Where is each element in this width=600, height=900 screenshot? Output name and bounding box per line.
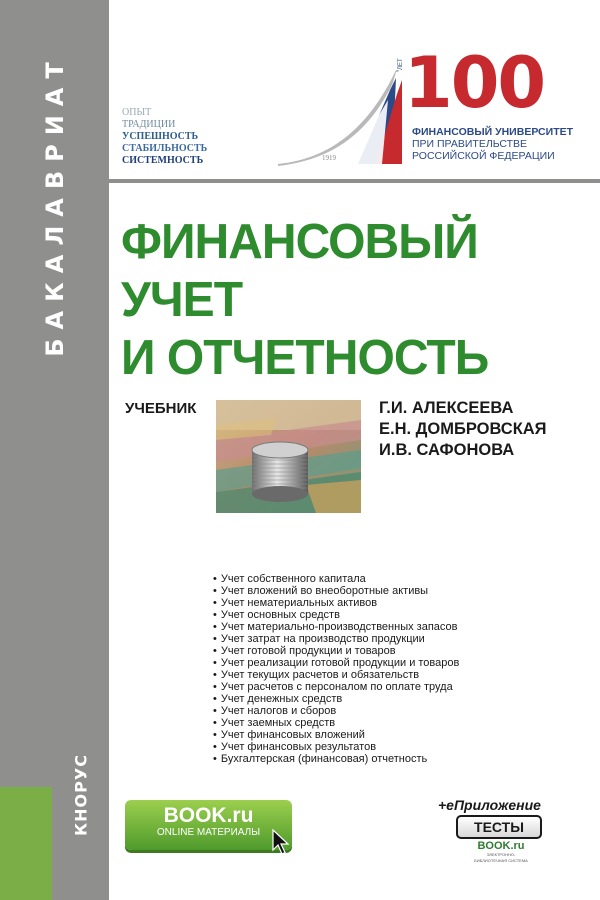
publisher-label: КНОРУС (71, 754, 91, 836)
logo-100: 100 (404, 42, 545, 124)
logo-year: 1919 (322, 154, 336, 162)
tagline-line: УСПЕШНОСТЬ (122, 131, 199, 142)
series-label: БАКАЛАВРИАТ (41, 53, 69, 357)
author: И.В. САФОНОВА (379, 441, 515, 459)
tagline-line: ОПЫТ (122, 107, 152, 118)
spine-green-block (0, 787, 52, 900)
eapp-book-sublabel: ЭЛЕКТРОННО-БИБЛИОТЕЧНАЯ СИСТЕМА (474, 852, 528, 863)
list-item: • Учет заемных средств (213, 717, 459, 729)
list-item: • Учет налогов и сборов (213, 705, 459, 717)
mouse-cursor-icon (271, 828, 291, 856)
tagline-line: СТАБИЛЬНОСТЬ (122, 143, 208, 154)
book-ru-sublabel: ONLINE МАТЕРИАЛЫ (156, 827, 261, 838)
list-item: • Учет текущих расчетов и обязательств (213, 669, 459, 681)
eapp-book-label: BOOK.ru (477, 840, 525, 852)
eapp-book-logo (471, 840, 531, 862)
authors (379, 398, 547, 461)
list-item: • Учет материально-производственных запасов (213, 621, 459, 633)
list-item: • Учет расчетов с персоналом по оплате труда (213, 681, 459, 693)
list-item: • Учет финансовых вложений (213, 729, 459, 741)
spine-series (0, 0, 109, 560)
book-title-line: И ОТЧЕТНОСТЬ (121, 331, 489, 385)
list-item: • Учет вложений во внеоборотные активы (213, 585, 459, 597)
list-item: • Учет финансовых результатов (213, 741, 459, 753)
university-name-line: ПРИ ПРАВИТЕЛЬСТВЕ (412, 138, 528, 150)
tagline-line: СИСТЕМНОСТЬ (122, 155, 204, 166)
list-item: • Учет реализации готовой продукции и товаров (213, 657, 459, 669)
book-ru-label: BOOK.ru (163, 804, 254, 827)
tagline-line: ТРАДИЦИИ (122, 119, 176, 130)
logo-let: ЛЕТ (398, 58, 404, 70)
university-name (412, 126, 573, 162)
list-item: • Учет собственного капитала (213, 573, 459, 585)
eapp-label: +еПриложение (438, 797, 541, 813)
coins-photo-icon (216, 400, 361, 513)
book-ru-button[interactable] (125, 800, 292, 850)
list-item: • Учет основных средств (213, 609, 459, 621)
list-item: • Учет готовой продукции и товаров (213, 645, 459, 657)
book-title-line: ФИНАНСОВЫЙ УЧЕТ (121, 215, 478, 327)
author: Г.И. АЛЕКСЕЕВА (379, 399, 514, 417)
list-item: • Учет нематериальных активов (213, 597, 459, 609)
tagline (122, 107, 207, 167)
university-name-line: РОССИЙСКОЙ ФЕДЕРАЦИИ (412, 150, 555, 162)
book-title (121, 213, 590, 387)
list-item: • Учет денежных средств (213, 693, 459, 705)
author: Е.Н. ДОМБРОВСКАЯ (379, 420, 547, 438)
university-logo-swoosh-icon (278, 60, 408, 170)
university-name-line: ФИНАНСОВЫЙ УНИВЕРСИТЕТ (412, 126, 574, 138)
header-divider (109, 179, 600, 183)
spine (0, 0, 109, 900)
tests-button[interactable]: ТЕСТЫ (456, 815, 542, 839)
list-item: • Учет затрат на производство продукции (213, 633, 459, 645)
topics-list (213, 573, 459, 765)
book-type: УЧЕБНИК (125, 400, 197, 417)
list-item: • Бухгалтерская (финансовая) отчетность (213, 753, 459, 765)
